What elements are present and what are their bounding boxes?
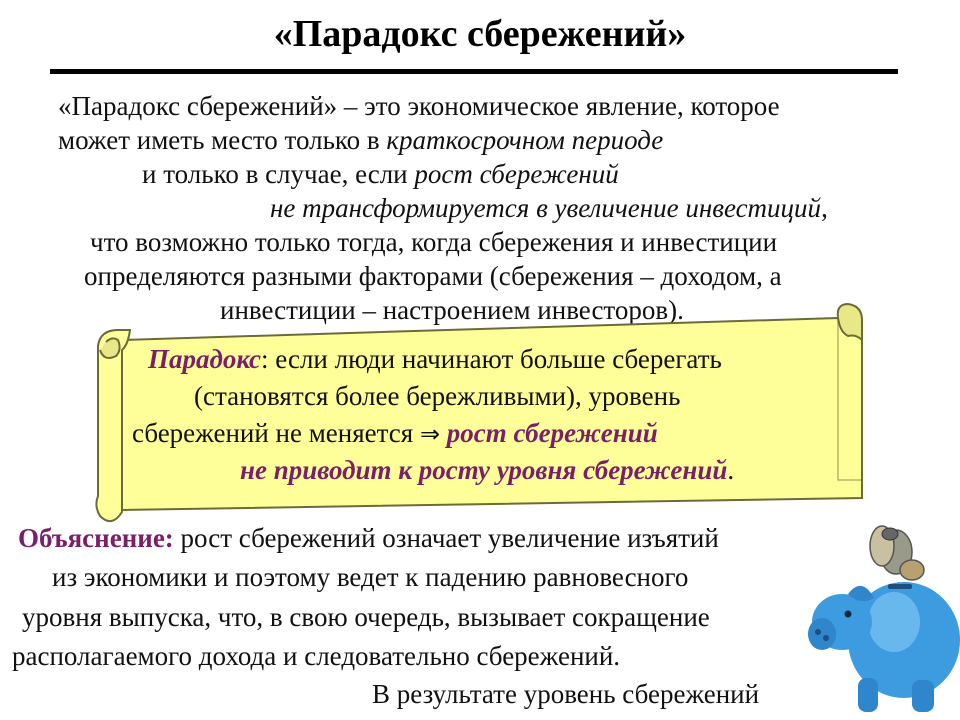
savings-growth-phrase: рост сбережений (414, 159, 619, 189)
intro-line-5: что возможно только тогда, когда сбережения и инвестиции (90, 227, 778, 257)
paradox-savings-growth: рост сбережений (440, 418, 658, 448)
explanation-line-1 (18, 522, 719, 554)
explanation-line-5: В результате уровень сбережений (372, 679, 760, 709)
paradox-line-1-text: : если люди начинают больше сберегать (261, 344, 722, 374)
explanation-line-4: располагаемого дохода и следовательно сбережений. (12, 641, 621, 671)
no-investment-phrase: не трансформируется в увеличение инвестиций (270, 193, 822, 223)
piggy-bank-icon (808, 510, 960, 720)
paradox-line-1 (148, 343, 722, 375)
intro-line-4-comma: , (821, 193, 828, 223)
intro-line-1: «Парадокс сбережений» – это экономическое явление, которое (58, 91, 780, 121)
explanation-term: Объяснение: (18, 523, 174, 553)
explanation-line-3: уровня выпуска, что, в свою очередь, вызывает сокращение (22, 602, 710, 632)
paradox-period: . (727, 455, 735, 485)
paradox-term: Парадокс (148, 344, 262, 374)
page-title: «Парадокс сбережений» (273, 13, 687, 55)
implies-arrow-icon: ⇒ (419, 420, 441, 448)
intro-line-2-text: может иметь место только в (58, 125, 387, 155)
paradox-conclusion: не приводит к росту уровня сбережений (240, 455, 728, 485)
intro-line-6: определяются разными факторами (сбережения – доходом, а (84, 261, 782, 291)
explanation-line-2: из экономики и поэтому ведет к падению равновесного (52, 562, 689, 592)
paradox-line-3 (132, 417, 658, 450)
paradox-line-2: (становятся более бережливыми), уровень (194, 381, 681, 411)
intro-line-3-text: и только в случае, если (142, 159, 415, 189)
short-term-phrase: краткосрочном периоде (386, 125, 664, 155)
explanation-line-1-text: рост сбережений означает увеличение изъятий (173, 523, 719, 553)
paradox-line-3-text: сбережений не меняется (132, 418, 420, 448)
intro-line-7: инвестиции – настроением инвесторов). (220, 295, 684, 325)
paradox-line-4 (240, 454, 734, 486)
